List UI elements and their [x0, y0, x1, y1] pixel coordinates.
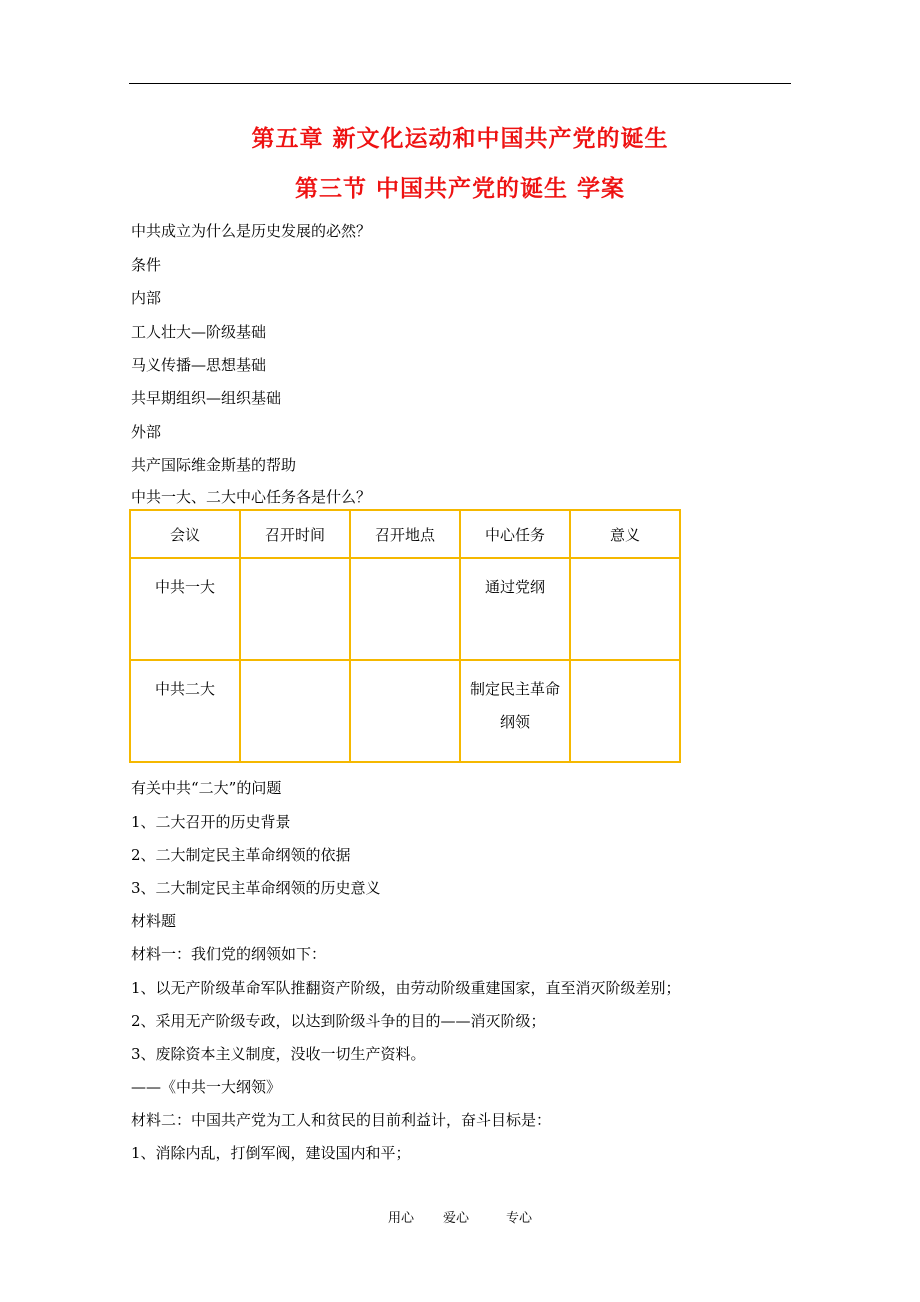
text-line: ——《中共一大纲领》 — [131, 1078, 282, 1096]
text-line: 马义传播—思想基础 — [131, 356, 267, 374]
text-line: 外部 — [131, 423, 162, 441]
table-cell — [240, 558, 350, 660]
table-cell: 通过党纲 — [460, 558, 570, 660]
text-line: 共产国际维金斯基的帮助 — [131, 456, 297, 474]
table-header-row — [130, 510, 680, 558]
header-rule — [129, 83, 791, 84]
text-line: 1、二大召开的历史背景 — [131, 813, 291, 831]
text-line: 3、二大制定民主革命纲领的历史意义 — [131, 879, 381, 897]
text-line: 1、消除内乱，打倒军阀，建设国内和平； — [131, 1144, 411, 1162]
text-line: 2、采用无产阶级专政，以达到阶级斗争的目的——消灭阶级； — [131, 1012, 546, 1030]
text-line: 共早期组织—组织基础 — [131, 389, 282, 407]
table-cell — [570, 558, 680, 660]
text-line: 工人壮大—阶级基础 — [131, 323, 267, 341]
table-cell: 中共二大 — [130, 660, 240, 762]
header-cell-task: 中心任务 — [460, 510, 570, 558]
meeting-table — [129, 509, 681, 763]
header-cell-time: 召开时间 — [240, 510, 350, 558]
text-line: 材料题 — [131, 912, 177, 930]
table-cell: 制定民主革命纲领 — [460, 660, 570, 762]
table-cell: 中共一大 — [130, 558, 240, 660]
text-line: 3、废除资本主义制度，没收一切生产资料。 — [131, 1045, 426, 1063]
table-cell — [350, 660, 460, 762]
chapter-title: 第五章 新文化运动和中国共产党的诞生 — [251, 126, 669, 152]
text-line: 1、以无产阶级革命军队推翻资产阶级，由劳动阶级重建国家，直至消灭阶级差别； — [131, 979, 681, 997]
text-line: 条件 — [131, 256, 162, 274]
text-line: 内部 — [131, 289, 162, 307]
header-cell-significance: 意义 — [570, 510, 680, 558]
table-cell — [570, 660, 680, 762]
text-line: 有关中共“二大”的问题 — [131, 779, 282, 797]
text-line: 材料一：我们党的纲领如下： — [131, 945, 327, 963]
footer-text: 爱心 — [443, 1211, 470, 1226]
text-line: 中共一大、二大中心任务各是什么？ — [131, 488, 372, 506]
header-cell-meeting: 会议 — [130, 510, 240, 558]
footer-text: 专心 — [506, 1211, 533, 1226]
table-cell — [350, 558, 460, 660]
text-line: 2、二大制定民主革命纲领的依据 — [131, 846, 351, 864]
header-cell-place: 召开地点 — [350, 510, 460, 558]
section-title: 第三节 中国共产党的诞生 学案 — [294, 176, 625, 202]
text-line: 中共成立为什么是历史发展的必然？ — [131, 222, 372, 240]
table-row — [130, 558, 680, 660]
table-cell — [240, 660, 350, 762]
text-line: 材料二：中国共产党为工人和贫民的目前利益计，奋斗目标是： — [131, 1111, 552, 1129]
table-row — [130, 660, 680, 762]
footer-text: 用心 — [388, 1211, 415, 1226]
